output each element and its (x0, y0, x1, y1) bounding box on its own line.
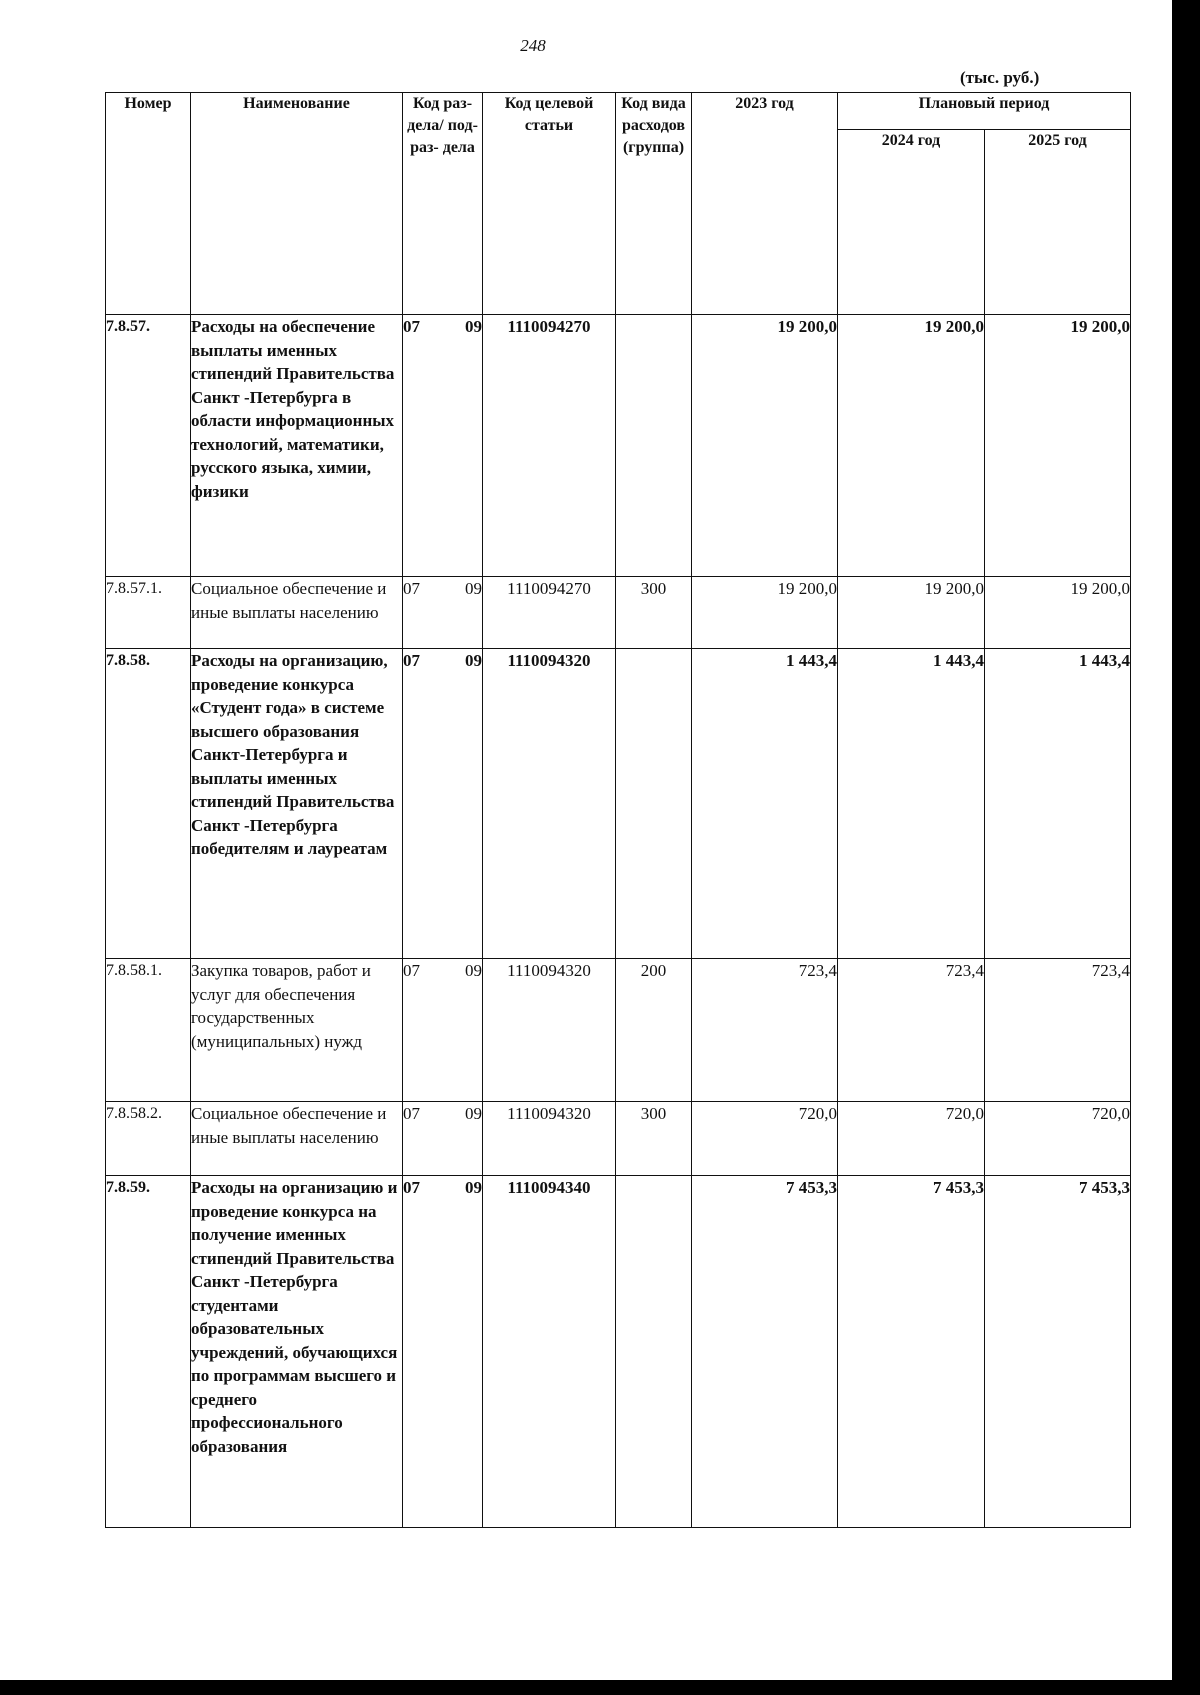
row-podrazdel: 09 (465, 651, 482, 670)
header-2023: 2023 год (692, 93, 838, 315)
row-number: 7.8.57. (106, 315, 191, 577)
row-2024: 7 453,3 (838, 1176, 985, 1528)
row-number: 7.8.58. (106, 649, 191, 959)
row-2025: 19 200,0 (985, 315, 1131, 577)
units-label: (тыс. руб.) (960, 68, 1040, 87)
row-vid: 300 (616, 1102, 692, 1176)
header-2025: 2025 год (985, 130, 1131, 315)
row-razdel-cell (403, 959, 483, 1102)
scan-edge-right (1172, 0, 1200, 1695)
row-2023: 723,4 (692, 959, 838, 1102)
table-row (106, 1102, 1131, 1176)
row-name: Закупка товаров, работ и услуг для обеспечения государственных (муниципальных) нужд (191, 959, 403, 1102)
row-2025: 723,4 (985, 959, 1131, 1102)
row-name: Социальное обеспечение и иные выплаты населению (191, 1102, 403, 1176)
row-razdel: 07 (403, 1104, 420, 1123)
row-podrazdel: 09 (465, 317, 482, 336)
header-row-1 (106, 93, 1131, 130)
row-statya: 1110094270 (483, 577, 616, 649)
table-row (106, 1176, 1131, 1528)
row-name: Расходы на обеспечение выплаты именных стипендий Правительства Санкт -Петербурга в области информационных технологий, математики, русского языка, химии, физики (191, 315, 403, 577)
header-2024: 2024 год (838, 130, 985, 315)
row-2023: 19 200,0 (692, 315, 838, 577)
row-podrazdel: 09 (465, 961, 482, 980)
row-number: 7.8.59. (106, 1176, 191, 1528)
row-vid: 300 (616, 577, 692, 649)
row-2024: 723,4 (838, 959, 985, 1102)
budget-table (105, 92, 1131, 1528)
row-2025: 720,0 (985, 1102, 1131, 1176)
row-number: 7.8.58.1. (106, 959, 191, 1102)
page-number: 248 (520, 36, 546, 55)
row-razdel-cell (403, 649, 483, 959)
row-statya: 1110094270 (483, 315, 616, 577)
row-name: Социальное обеспечение и иные выплаты населению (191, 577, 403, 649)
scan-edge-bottom (0, 1680, 1200, 1695)
header-razdel: Код раз- дела/ под- раз- дела (403, 93, 483, 315)
header-plan-period: Плановый период (838, 93, 1131, 130)
row-statya: 1110094320 (483, 649, 616, 959)
header-statya: Код целевой статьи (483, 93, 616, 315)
row-podrazdel: 09 (465, 579, 482, 598)
row-podrazdel: 09 (465, 1178, 482, 1197)
table-row (106, 649, 1131, 959)
header-vid: Код вида расходов (группа) (616, 93, 692, 315)
row-number: 7.8.57.1. (106, 577, 191, 649)
table-row (106, 959, 1131, 1102)
row-2023: 19 200,0 (692, 577, 838, 649)
row-name: Расходы на организацию и проведение конкурса на получение именных стипендий Правительства Санкт -Петербурга студентами образовательных учреждений, обучающихся по программам высшего и среднего профессионального образования (191, 1176, 403, 1528)
table-row (106, 315, 1131, 577)
row-2023: 7 453,3 (692, 1176, 838, 1528)
row-razdel-cell (403, 1176, 483, 1528)
table-row (106, 577, 1131, 649)
row-vid (616, 649, 692, 959)
row-razdel: 07 (403, 317, 420, 336)
row-razdel-cell (403, 1102, 483, 1176)
row-2025: 19 200,0 (985, 577, 1131, 649)
row-vid (616, 1176, 692, 1528)
row-razdel: 07 (403, 651, 420, 670)
row-2024: 19 200,0 (838, 315, 985, 577)
row-2025: 1 443,4 (985, 649, 1131, 959)
row-statya: 1110094340 (483, 1176, 616, 1528)
row-vid (616, 315, 692, 577)
row-statya: 1110094320 (483, 959, 616, 1102)
table-body (106, 315, 1131, 1528)
row-razdel-cell (403, 315, 483, 577)
row-razdel: 07 (403, 579, 420, 598)
row-statya: 1110094320 (483, 1102, 616, 1176)
header-number: Номер (106, 93, 191, 315)
row-2024: 1 443,4 (838, 649, 985, 959)
row-number: 7.8.58.2. (106, 1102, 191, 1176)
row-name: Расходы на организацию, проведение конкурса «Студент года» в системе высшего образования Санкт-Петербурга и выплаты именных стипендий Правительства Санкт -Петербурга победителям и лауреатам (191, 649, 403, 959)
row-2023: 1 443,4 (692, 649, 838, 959)
row-vid: 200 (616, 959, 692, 1102)
row-razdel-cell (403, 577, 483, 649)
row-podrazdel: 09 (465, 1104, 482, 1123)
row-2024: 720,0 (838, 1102, 985, 1176)
row-2025: 7 453,3 (985, 1176, 1131, 1528)
row-2023: 720,0 (692, 1102, 838, 1176)
row-razdel: 07 (403, 961, 420, 980)
row-razdel: 07 (403, 1178, 420, 1197)
row-2024: 19 200,0 (838, 577, 985, 649)
header-name: Наименование (191, 93, 403, 315)
